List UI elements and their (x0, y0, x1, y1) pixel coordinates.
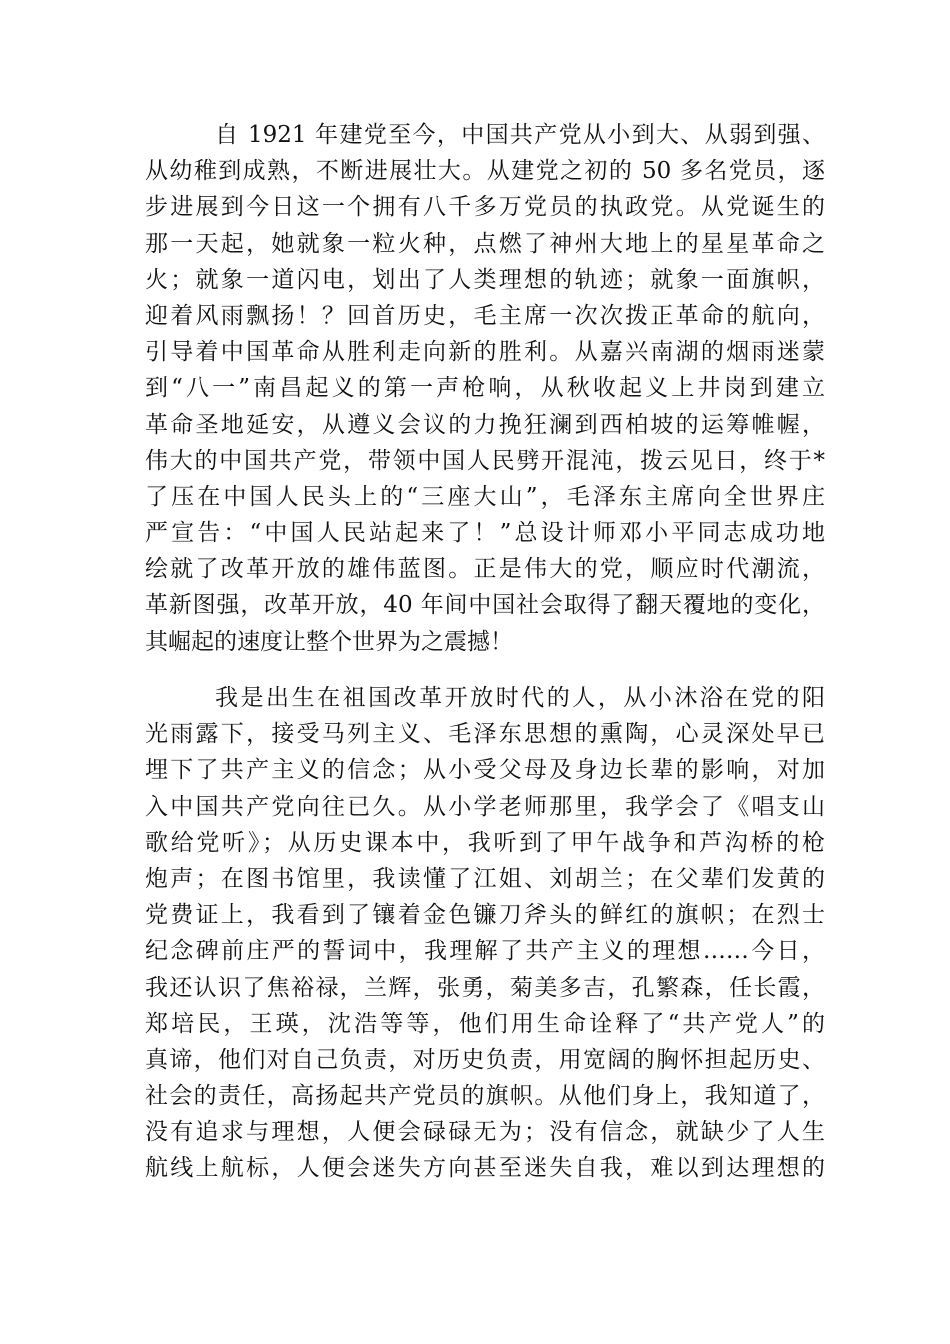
paragraph-1 (145, 117, 825, 660)
paragraph-1-line: 革新图强，改革开放，40 年间中国社会取得了翻天覆地的变化， (145, 592, 825, 619)
paragraph-1-line: 到“八一”南昌起义的第一声枪响，从秋收起义上井岗到建立 (145, 375, 825, 402)
paragraph-2 (145, 680, 825, 1187)
paragraph-2-line: 入中国共产党向往已久。从小学老师那里，我学会了《唱支山 (145, 793, 825, 820)
paragraph-1-line: 自 1921 年建党至今，中国共产党从小到大、从弱到强、 (215, 122, 825, 148)
paragraph-1-line: 严宣告：“中国人民站起来了！”总设计师邓小平同志成功地 (145, 520, 825, 547)
paragraph-1-line: 从幼稚到成熟，不断进展壮大。从建党之初的 50 多名党员，逐 (145, 158, 825, 185)
paragraph-2-line: 党费证上，我看到了镶着金色镰刀斧头的鲜红的旗帜；在烈士 (145, 902, 825, 929)
paragraph-2-line: 真谛，他们对自己负责，对历史负责，用宽阔的胸怀担起历史、 (145, 1046, 825, 1073)
paragraph-2-line: 炮声；在图书馆里，我读懂了江姐、刘胡兰；在父辈们发黄的 (145, 865, 825, 892)
paragraph-2-line: 没有追求与理想，人便会碌碌无为；没有信念，就缺少了人生 (145, 1119, 825, 1146)
paragraph-1-line: 伟大的中国共产党，带领中国人民劈开混沌，拨云见日，终于* (145, 447, 825, 474)
paragraph-2-line: 纪念碑前庄严的誓词中，我理解了共产主义的理想……今日， (145, 938, 825, 965)
paragraph-2-line: 光雨露下，接受马列主义、毛泽东思想的熏陶，心灵深处早已 (145, 721, 825, 748)
paragraph-2-line: 社会的责任，高扬起共产党员的旗帜。从他们身上，我知道了， (145, 1083, 825, 1110)
paragraph-2-line: 歌给党听》；从历史课本中，我听到了甲午战争和芦沟桥的枪 (145, 829, 825, 856)
paragraph-1-line: 那一天起，她就象一粒火种，点燃了神州大地上的星星革命之 (145, 230, 825, 257)
paragraph-2-line: 航线上航标，人便会迷失方向甚至迷失自我，难以到达理想的 (145, 1155, 825, 1182)
paragraph-1-line: 引导着中国革命从胜利走向新的胜利。从嘉兴南湖的烟雨迷蒙 (145, 339, 825, 366)
paragraph-1-line: 绘就了改革开放的雄伟蓝图。正是伟大的党，顺应时代潮流， (145, 556, 825, 583)
paragraph-1-line: 火；就象一道闪电，划出了人类理想的轨迹；就象一面旗帜， (145, 266, 825, 293)
paragraph-2-line: 埋下了共产主义的信念；从小受父母及身边长辈的影响，对加 (145, 757, 825, 784)
paragraph-1-line: 步进展到今日这一个拥有八千多万党员的执政党。从党诞生的 (145, 194, 825, 221)
paragraph-2-line: 我还认识了焦裕禄，兰辉，张勇，菊美多吉，孔繁森，任长霞， (145, 974, 825, 1001)
paragraph-1-line: 了压在中国人民头上的“三座大山”，毛泽东主席向全世界庄 (145, 483, 825, 510)
paragraph-1-line: 其崛起的速度让整个世界为之震撼！ (145, 628, 513, 655)
paragraph-2-line: 郑培民，王瑛，沈浩等等，他们用生命诠释了“共产党人”的 (145, 1010, 825, 1037)
paragraph-1-line: 迎着风雨飘扬！？回首历史，毛主席一次次拨正革命的航向， (145, 302, 825, 329)
paragraph-2-line: 我是出生在祖国改革开放时代的人，从小沐浴在党的阳 (215, 685, 825, 711)
paragraph-1-line: 革命圣地延安，从遵义会议的力挽狂澜到西柏坡的运筹帷幄， (145, 411, 825, 438)
